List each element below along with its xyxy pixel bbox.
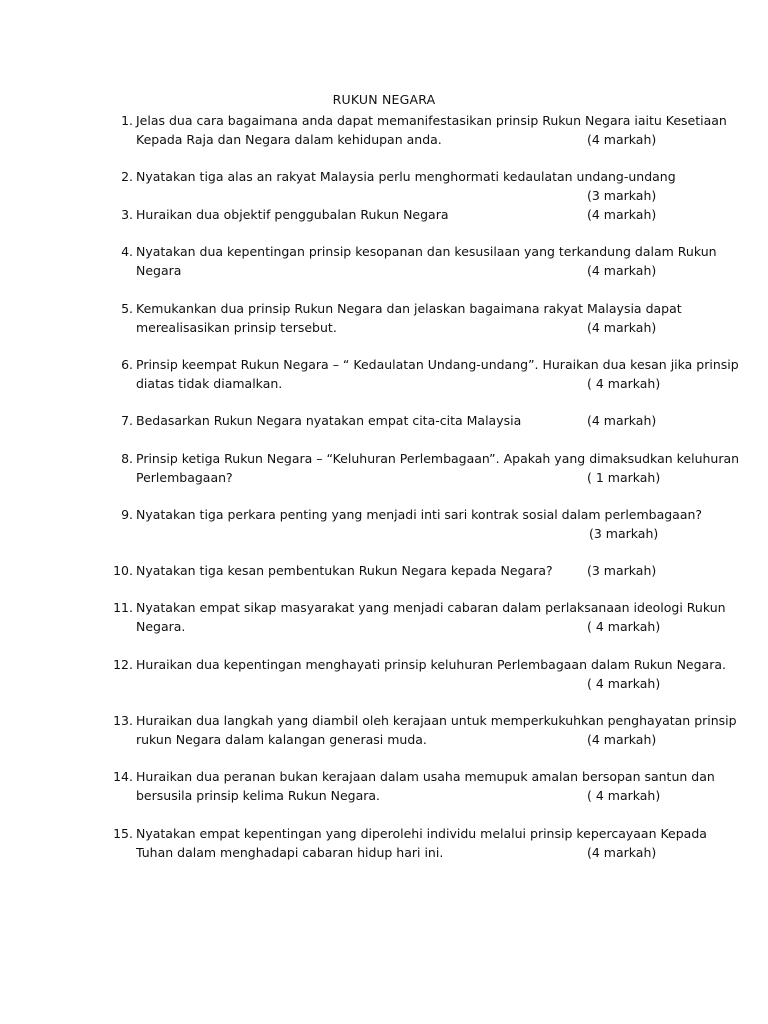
question-text-line-1: Nyatakan empat kepentingan yang diperolehi individu melalui prinsip kepercayaan Kepada	[136, 826, 707, 841]
question-text-line-2: Perlembagaan?	[136, 470, 233, 485]
question-marks: (4 markah)	[587, 320, 657, 335]
question-number: 12.	[113, 657, 133, 672]
question-number: 15.	[113, 826, 133, 841]
question-text-line-1: Huraikan dua kepentingan menghayati prinsip keluhuran Perlembagaan dalam Rukun Negara.	[136, 657, 726, 672]
question-number: 8.	[121, 451, 133, 466]
question-number: 13.	[113, 713, 133, 728]
question-text-line-2: Negara.	[136, 619, 186, 634]
question-marks: ( 4 markah)	[587, 788, 661, 803]
question-text-line-1: Huraikan dua objektif penggubalan Rukun Negara	[136, 207, 449, 222]
question-text-line-1: Nyatakan tiga alas an rakyat Malaysia perlu menghormati kedaulatan undang-undang	[136, 169, 676, 184]
question-text-line-1: Prinsip ketiga Rukun Negara – “Keluhuran Perlembagaan”. Apakah yang dimaksudkan keluhuran	[136, 451, 740, 466]
question-text-line-1: Nyatakan tiga perkara penting yang menjadi inti sari kontrak sosial dalam perlembagaan?	[136, 507, 703, 522]
question-number: 7.	[121, 413, 133, 428]
question-number: 2.	[121, 169, 133, 184]
question-text-line-1: Huraikan dua peranan bukan kerajaan dalam usaha memupuk amalan bersopan santun dan	[136, 769, 715, 784]
question-number: 9.	[121, 507, 133, 522]
question-number: 6.	[121, 357, 133, 372]
question-text-line-2: rukun Negara dalam kalangan generasi muda.	[136, 732, 427, 747]
question-number: 3.	[121, 207, 133, 222]
question-text-line-2: Tuhan dalam menghadapi cabaran hidup hari ini.	[136, 845, 444, 860]
question-marks: ( 4 markah)	[587, 676, 661, 691]
question-text-line-1: Nyatakan dua kepentingan prinsip kesopanan dan kesusilaan yang terkandung dalam Rukun	[136, 244, 717, 259]
question-text-line-2: Kepada Raja dan Negara dalam kehidupan anda.	[136, 132, 442, 147]
question-marks: (4 markah)	[587, 263, 657, 278]
question-marks: ( 1 markah)	[587, 470, 661, 485]
question-text-line-1: Jelas dua cara bagaimana anda dapat memanifestasikan prinsip Rukun Negara iaitu Kesetiaan	[136, 113, 727, 128]
question-marks: (4 markah)	[587, 845, 657, 860]
question-number: 4.	[121, 244, 133, 259]
question-number: 1.	[121, 113, 133, 128]
question-number: 11.	[113, 600, 133, 615]
question-text-line-1: Nyatakan tiga kesan pembentukan Rukun Negara kepada Negara?	[136, 563, 553, 578]
page-title	[0, 92, 768, 107]
question-text-line-1: Prinsip keempat Rukun Negara – “ Kedaulatan Undang-undang”. Huraikan dua kesan jika prinsip	[136, 357, 739, 372]
question-marks: (3 markah)	[587, 563, 657, 578]
question-number: 10.	[113, 563, 133, 578]
question-marks: ( 4 markah)	[587, 376, 661, 391]
question-text-line-2: Negara	[136, 263, 182, 278]
question-marks: (4 markah)	[587, 207, 657, 222]
question-marks: (4 markah)	[587, 413, 657, 428]
question-text-line-2: diatas tidak diamalkan.	[136, 376, 283, 391]
question-text-line-1: Kemukankan dua prinsip Rukun Negara dan jelaskan bagaimana rakyat Malaysia dapat	[136, 301, 682, 316]
question-text-line-1: Nyatakan empat sikap masyarakat yang menjadi cabaran dalam perlaksanaan ideologi Rukun	[136, 600, 726, 615]
question-text-line-1: Bedasarkan Rukun Negara nyatakan empat cita-cita Malaysia	[136, 413, 522, 428]
question-marks: ( 4 markah)	[587, 619, 661, 634]
question-text-line-2: bersusila prinsip kelima Rukun Negara.	[136, 788, 381, 803]
page-title-text: RUKUN NEGARA	[332, 92, 436, 107]
question-text-line-1: Huraikan dua langkah yang diambil oleh kerajaan untuk memperkukuhkan penghayatan prinsip	[136, 713, 737, 728]
question-number: 14.	[113, 769, 133, 784]
question-marks: (3 markah)	[587, 188, 657, 203]
question-marks: (3 markah)	[589, 526, 659, 541]
question-marks: (4 markah)	[587, 132, 657, 147]
question-text-line-2: merealisasikan prinsip tersebut.	[136, 320, 337, 335]
question-number: 5.	[121, 301, 133, 316]
question-marks: (4 markah)	[587, 732, 657, 747]
